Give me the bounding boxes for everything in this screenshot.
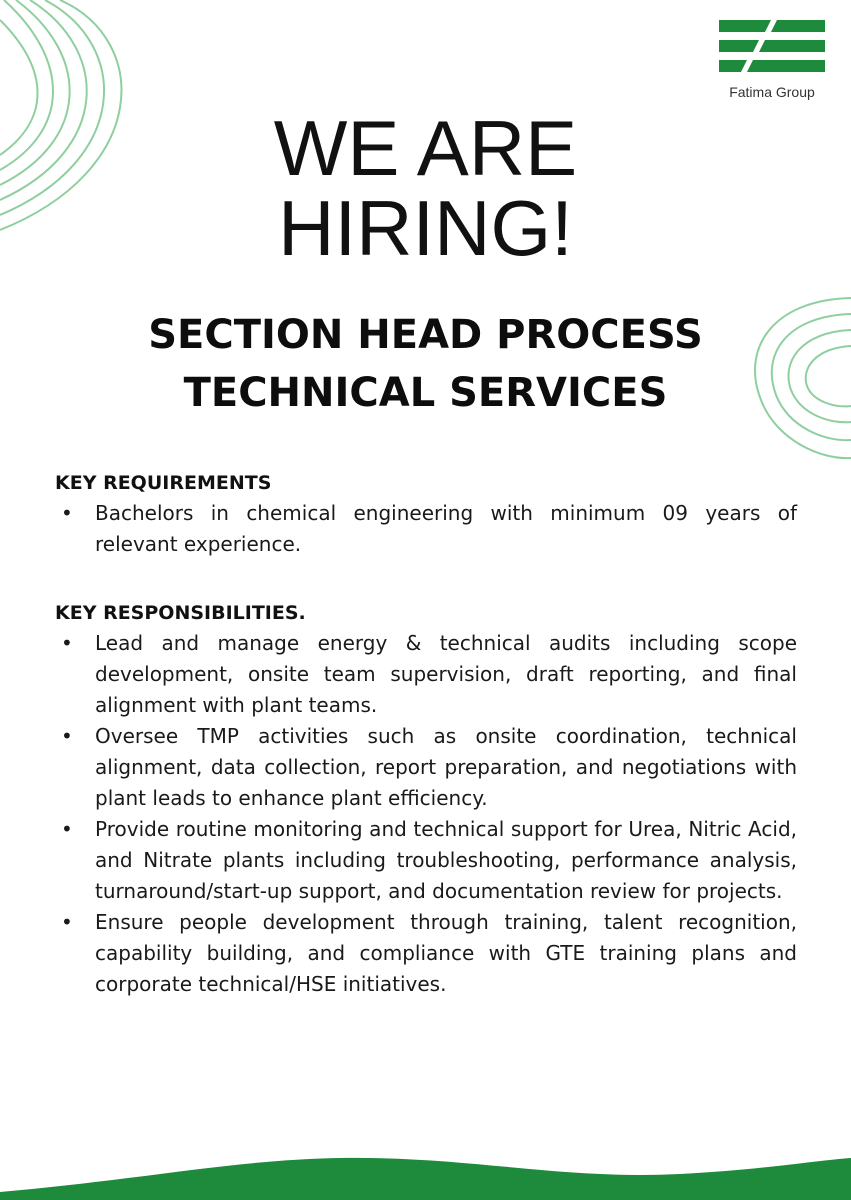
responsibility-item: • Lead and manage energy & technical audits including scope development, onsite team supervision, draft reporting, and final alignment with plant teams. — [55, 628, 797, 721]
company-name: Fatima Group — [729, 84, 815, 100]
requirements-list — [55, 498, 797, 560]
job-description — [55, 468, 797, 1000]
company-logo — [717, 20, 827, 100]
job-title — [0, 306, 851, 422]
responsibility-item: • Oversee TMP activities such as onsite coordination, technical alignment, data collection, report preparation, and negotiations with plant leads to enhance plant efficiency. — [55, 721, 797, 814]
responsibility-item: • Ensure people development through training, talent recognition, capability building, and compliance with GTE training plans and corporate technical/HSE initiatives. — [55, 907, 797, 1000]
responsibility-item: • Provide routine monitoring and technical support for Urea, Nitric Acid, and Nitrate plants including troubleshooting, performance analysis, turnaround/start-up support, and documentation review for projects. — [55, 814, 797, 907]
headline-line-2: HIRING! — [278, 184, 573, 272]
headline-line-1: WE ARE — [273, 104, 578, 192]
responsibilities-list — [55, 628, 797, 1000]
job-title-line-1: SECTION HEAD PROCESS — [148, 312, 703, 358]
fatima-group-logo-icon — [719, 20, 825, 80]
decorative-green-wave — [0, 1140, 851, 1200]
responsibilities-heading: KEY RESPONSIBILITIES. — [55, 602, 306, 624]
requirement-item: • Bachelors in chemical engineering with minimum 09 years of relevant experience. — [55, 498, 797, 560]
job-title-line-2: TECHNICAL SERVICES — [183, 370, 668, 416]
requirements-heading: KEY REQUIREMENTS — [55, 472, 272, 494]
hiring-headline — [0, 104, 851, 272]
